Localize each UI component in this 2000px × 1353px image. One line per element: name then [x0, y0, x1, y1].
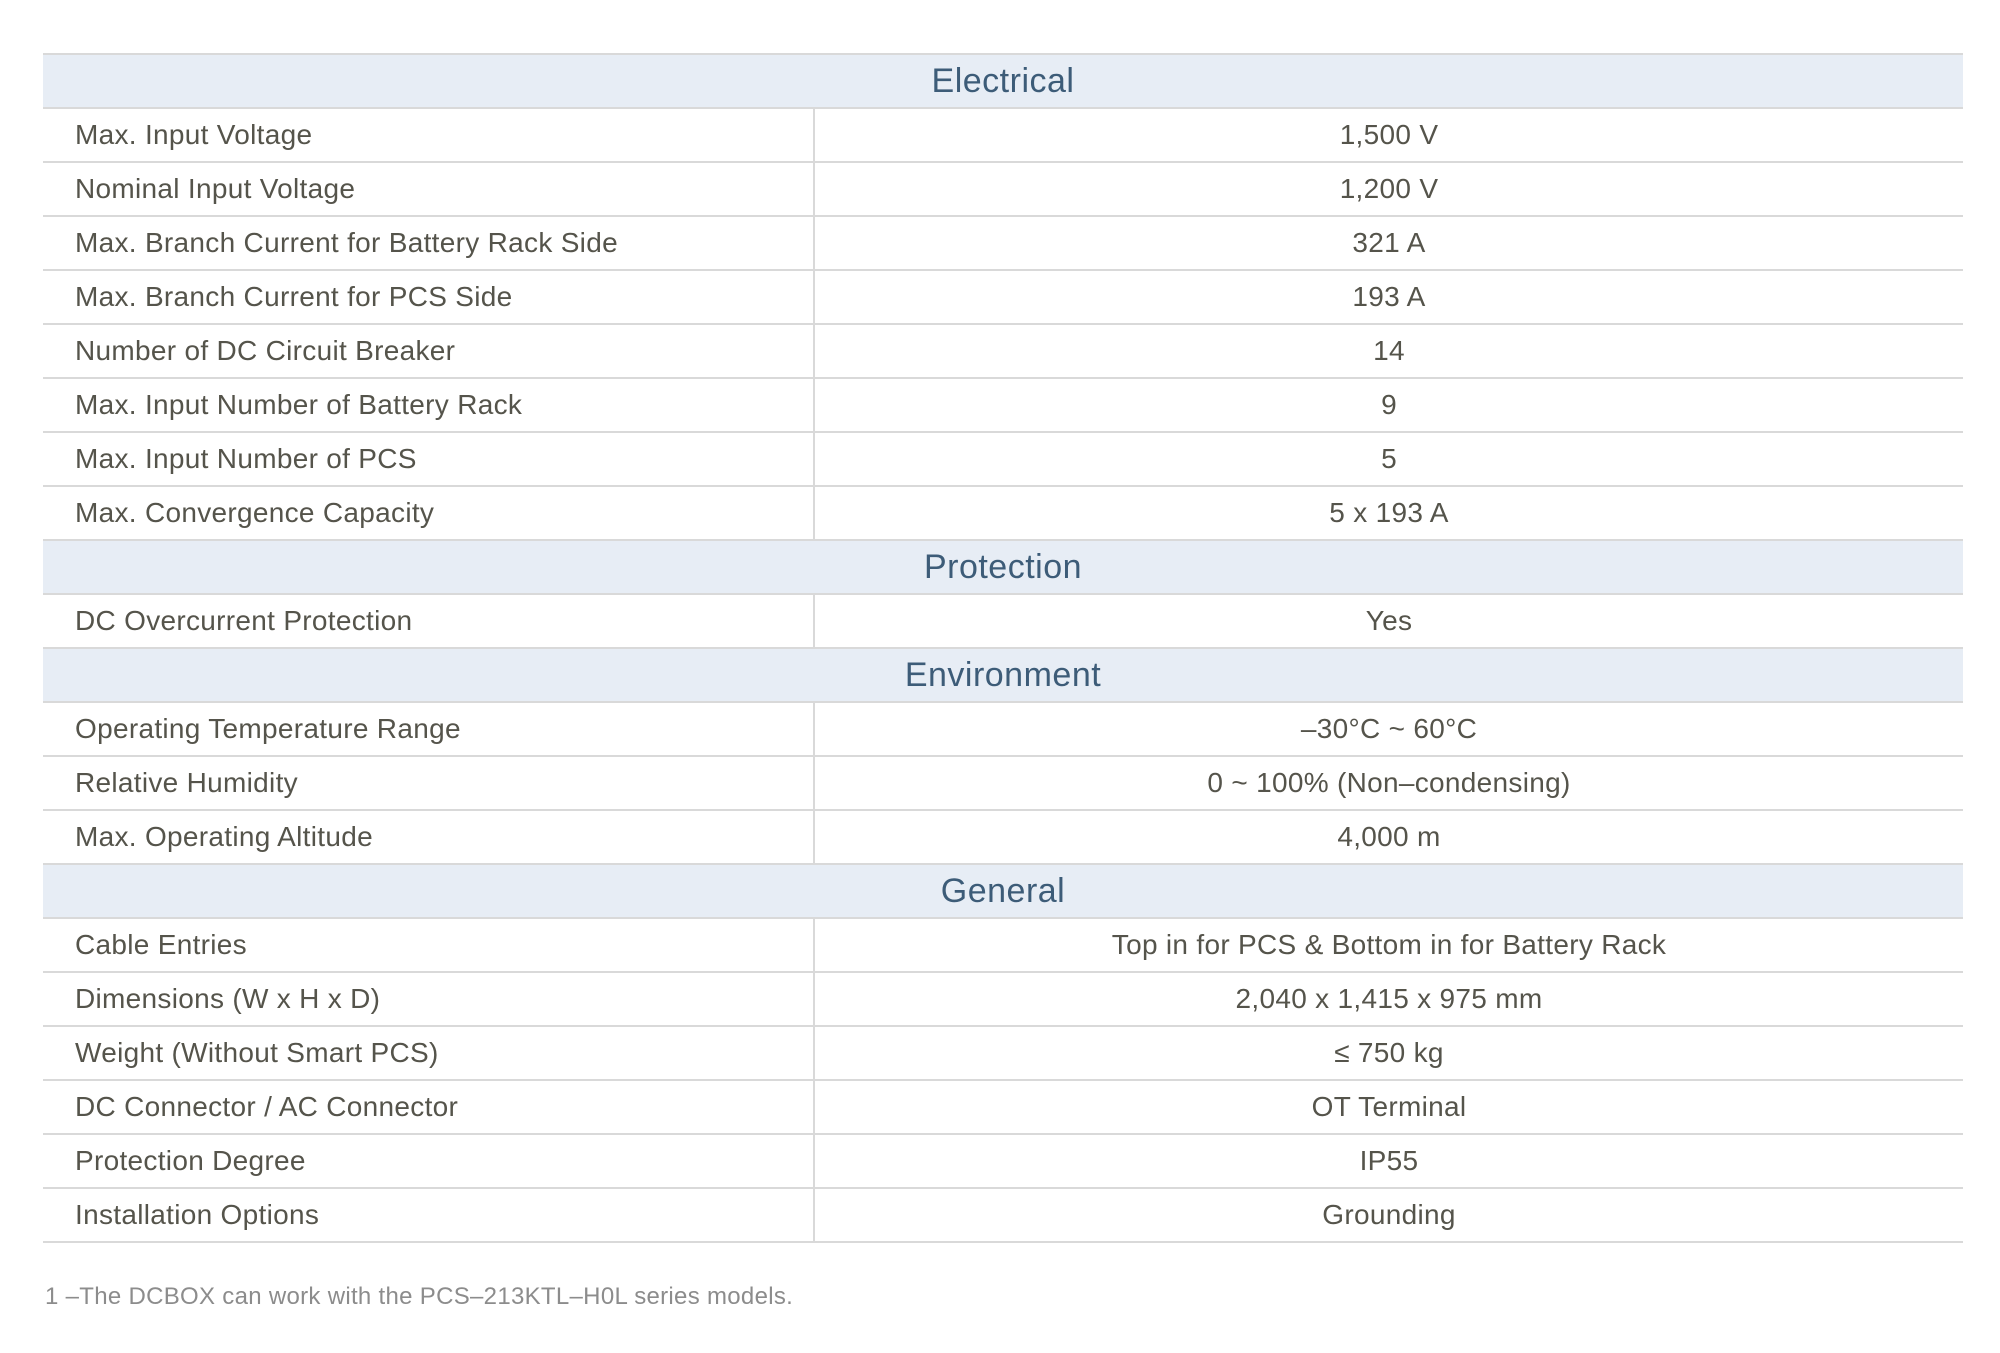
table-row — [43, 379, 1963, 433]
row-label: Max. Branch Current for Battery Rack Side — [43, 217, 815, 269]
table-row — [43, 757, 1963, 811]
row-value: 2,040 x 1,415 x 975 mm — [1235, 983, 1543, 1014]
table-row — [43, 811, 1963, 865]
table-row — [43, 271, 1963, 325]
table-row — [43, 919, 1963, 973]
row-label: Max. Input Voltage — [43, 109, 815, 161]
row-value: OT Terminal — [1311, 1091, 1467, 1122]
row-label: Max. Input Number of PCS — [43, 433, 815, 485]
table-row — [43, 433, 1963, 487]
spec-table — [43, 53, 1963, 1243]
row-value: –30°C ~ 60°C — [1300, 713, 1478, 744]
row-label: Installation Options — [43, 1189, 815, 1241]
table-row — [43, 217, 1963, 271]
row-label: Weight (Without Smart PCS) — [43, 1027, 815, 1079]
row-label: Number of DC Circuit Breaker — [43, 325, 815, 377]
row-value: 321 A — [1352, 227, 1426, 258]
row-value: 5 — [1381, 443, 1397, 474]
row-label: DC Connector / AC Connector — [43, 1081, 815, 1133]
table-row — [43, 595, 1963, 649]
row-value: 14 — [1373, 335, 1405, 366]
row-value: 5 x 193 A — [1329, 497, 1449, 528]
table-row — [43, 1027, 1963, 1081]
table-row — [43, 973, 1963, 1027]
table-row — [43, 1189, 1963, 1243]
table-row — [43, 487, 1963, 541]
section-header-electrical: Electrical — [43, 55, 1963, 109]
row-label: Nominal Input Voltage — [43, 163, 815, 215]
table-row — [43, 109, 1963, 163]
row-value: Top in for PCS & Bottom in for Battery Rack — [1111, 929, 1667, 960]
row-value: 193 A — [1352, 281, 1426, 312]
table-row — [43, 1135, 1963, 1189]
row-value: 9 — [1381, 389, 1397, 420]
row-label: Operating Temperature Range — [43, 703, 815, 755]
table-row — [43, 703, 1963, 757]
row-label: Max. Branch Current for PCS Side — [43, 271, 815, 323]
row-value: Grounding — [1322, 1199, 1456, 1230]
row-value: 1,200 V — [1339, 173, 1439, 204]
table-row — [43, 163, 1963, 217]
row-value: 0 ~ 100% (Non–condensing) — [1207, 767, 1571, 798]
row-value: ≤ 750 kg — [1334, 1037, 1444, 1068]
row-value: IP55 — [1359, 1145, 1419, 1176]
row-label: Max. Operating Altitude — [43, 811, 815, 863]
row-label: Max. Input Number of Battery Rack — [43, 379, 815, 431]
row-label: Cable Entries — [43, 919, 815, 971]
table-row — [43, 1081, 1963, 1135]
row-label: Relative Humidity — [43, 757, 815, 809]
row-label: Dimensions (W x H x D) — [43, 973, 815, 1025]
row-label: Max. Convergence Capacity — [43, 487, 815, 539]
section-header-environment: Environment — [43, 649, 1963, 703]
row-value: 1,500 V — [1339, 119, 1439, 150]
row-label: Protection Degree — [43, 1135, 815, 1187]
row-value: Yes — [1365, 605, 1413, 636]
section-header-general: General — [43, 865, 1963, 919]
row-label: DC Overcurrent Protection — [43, 595, 815, 647]
row-value: 4,000 m — [1337, 821, 1441, 852]
section-header-protection: Protection — [43, 541, 1963, 595]
footnote: 1 –The DCBOX can work with the PCS–213KTL–H0L series models. — [45, 1283, 794, 1310]
table-row — [43, 325, 1963, 379]
